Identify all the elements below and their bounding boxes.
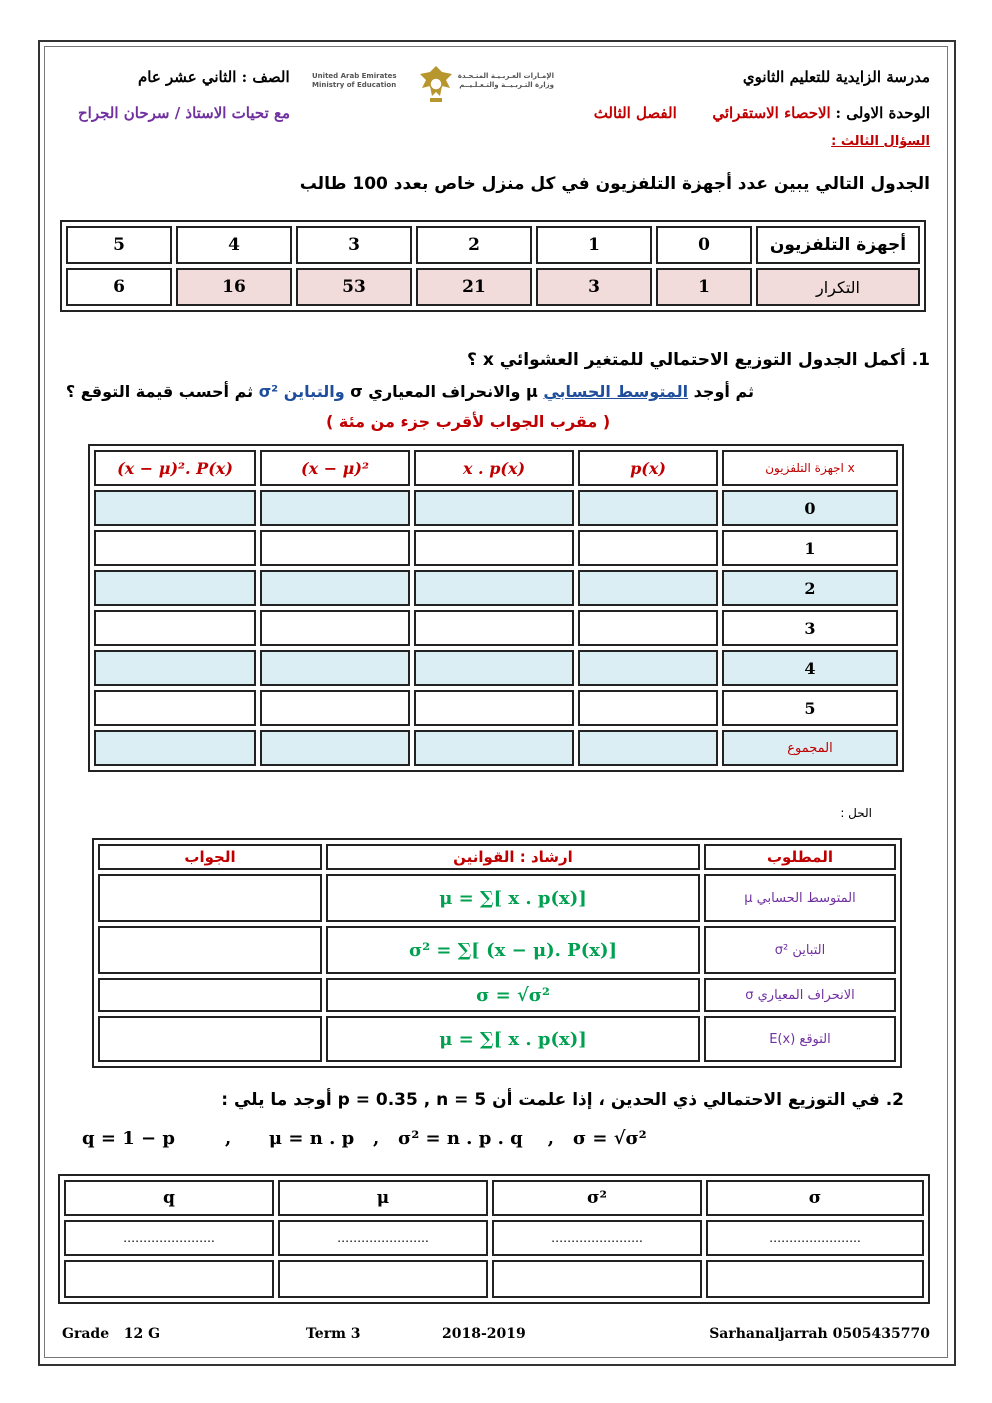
dist-header-row [94, 450, 898, 486]
tv-val-5: 5 [66, 226, 172, 264]
unit-label: الوحدة الاولى : [835, 104, 930, 122]
solution-label: الحل : [840, 806, 872, 820]
formula-row-variance [98, 926, 896, 974]
question-label: السؤال الثالث : [831, 134, 930, 149]
formula-row-std [98, 978, 896, 1012]
ministry-logo [312, 62, 564, 110]
footer-year: 2018-2019 [442, 1326, 526, 1342]
x-val-4: 4 [722, 650, 898, 686]
ministry-ar-2: وزارة التـربـيــة والتـعـلـيــم [459, 81, 554, 89]
binomial-table [58, 1174, 930, 1304]
binom-answer-var[interactable]: ………………….. [492, 1220, 702, 1256]
cell-t-3[interactable] [260, 730, 410, 766]
q2-line1: 2. في التوزيع الاحتمالي ذي الحدين ، إذا علمت أن p = 0.35 , n = 5 أوجد ما يلي : [221, 1090, 904, 1110]
x-val-1: 1 [722, 530, 898, 566]
cell-5-3[interactable] [260, 690, 410, 726]
x-val-2: 2 [722, 570, 898, 606]
binom-answer-mu[interactable]: ………………….. [278, 1220, 488, 1256]
freq-val-4: 16 [176, 268, 292, 306]
formula-table [92, 838, 902, 1068]
dist-header-4: (x − μ)². P(x) [94, 450, 256, 486]
unit-line [594, 104, 930, 122]
dist-row-total [94, 730, 898, 766]
freq-val-1: 3 [536, 268, 652, 306]
x-val-3: 3 [722, 610, 898, 646]
dist-header-2: x . p(x) [414, 450, 574, 486]
cell-4-2[interactable] [414, 650, 574, 686]
label-mean: المتوسط الحسابي μ [704, 874, 896, 922]
cell-4-3[interactable] [260, 650, 410, 686]
cell-2-3[interactable] [260, 570, 410, 606]
formula-row-expect [98, 1016, 896, 1062]
binom-extra-var[interactable] [492, 1260, 702, 1298]
q1-line2 [66, 382, 754, 401]
cell-0-3[interactable] [260, 490, 410, 526]
dist-row-4 [94, 650, 898, 686]
answer-variance[interactable] [98, 926, 322, 974]
binom-extra-std[interactable] [706, 1260, 924, 1298]
binom-extra-mu[interactable] [278, 1260, 488, 1298]
freq-val-2: 21 [416, 268, 532, 306]
freq-val-0: 1 [656, 268, 752, 306]
cell-2-4[interactable] [94, 570, 256, 606]
freq-val-3: 53 [296, 268, 412, 306]
answer-std[interactable] [98, 978, 322, 1012]
tv-val-0: 0 [656, 226, 752, 264]
formula-variance: σ² = ∑[ (x − μ). P(x)] [326, 926, 700, 974]
cell-3-4[interactable] [94, 610, 256, 646]
binom-header-mu: μ [278, 1180, 488, 1216]
binom-header-var: σ² [492, 1180, 702, 1216]
formula-std: σ = √σ² [326, 978, 700, 1012]
school-name: مدرسة الزايدية للتعليم الثانوي [742, 68, 930, 86]
x-val-0: 0 [722, 490, 898, 526]
cell-3-1[interactable] [578, 610, 718, 646]
cell-1-3[interactable] [260, 530, 410, 566]
label-variance: التباين σ² [704, 926, 896, 974]
cell-4-4[interactable] [94, 650, 256, 686]
q2-formulas: q = 1 − p , μ = n . p , σ² = n . p . q , σ = √σ² [82, 1128, 647, 1149]
required-header: المطلوب [704, 844, 896, 870]
ministry-en-2: Ministry of Education [312, 81, 397, 89]
unit-name: الاحصاء الاستقرائي [712, 104, 831, 122]
cell-1-2[interactable] [414, 530, 574, 566]
cell-3-2[interactable] [414, 610, 574, 646]
dist-header-1: p(x) [578, 450, 718, 486]
formula-row-mean [98, 874, 896, 922]
q1-variance: والتباين σ² [258, 382, 345, 401]
teacher-name: مع تحيات الاستاذ / سرحان الجراح [78, 104, 290, 122]
formula-expect: μ = ∑[ x . p(x)] [326, 1016, 700, 1062]
label-std: الانحراف المعياري σ [704, 978, 896, 1012]
freq-val-5: 6 [66, 268, 172, 306]
binom-answer-q[interactable]: ………………….. [64, 1220, 274, 1256]
tv-row [66, 226, 920, 264]
intro-text: الجدول التالي يبين عدد أجهزة التلفزيون في كل منزل خاص بعدد 100 طالب [299, 174, 930, 194]
tv-val-4: 4 [176, 226, 292, 264]
dist-header-3: (x − μ)² [260, 450, 410, 486]
cell-3-3[interactable] [260, 610, 410, 646]
cell-1-4[interactable] [94, 530, 256, 566]
distribution-table [88, 444, 904, 772]
binom-header-std: σ [706, 1180, 924, 1216]
q1-mean-link: المتوسط الحسابي [543, 382, 689, 401]
binom-header-q: q [64, 1180, 274, 1216]
tv-val-1: 1 [536, 226, 652, 264]
binom-header-row [64, 1180, 924, 1216]
dist-row-1 [94, 530, 898, 566]
q1-then-find: ثم أوجد [693, 382, 754, 401]
formula-mean: μ = ∑[ x . p(x)] [326, 874, 700, 922]
cell-5-1[interactable] [578, 690, 718, 726]
q1-expectation: ثم أحسب قيمة التوقع ؟ [65, 382, 254, 401]
cell-1-1[interactable] [578, 530, 718, 566]
q1-mu-sigma: μ والانحراف المعياري σ [350, 382, 538, 401]
term-name: الفصل الثالث [593, 104, 677, 122]
q1-rounding-note: ( مقرب الجواب لأقرب جزء من مئة ) [326, 412, 611, 431]
q1-line1: 1. أكمل الجدول التوزيع الاحتمالي للمتغير العشوائي x ؟ [467, 350, 930, 370]
ministry-en-1: United Arab Emirates [312, 72, 397, 80]
x-val-5: 5 [722, 690, 898, 726]
binom-extra-q[interactable] [64, 1260, 274, 1298]
tv-row-label: أجهزة التلفزيون [756, 226, 920, 264]
total-label: المجموع [722, 730, 898, 766]
label-expect: التوقع E(x) [704, 1016, 896, 1062]
cell-4-1[interactable] [578, 650, 718, 686]
cell-t-1[interactable] [578, 730, 718, 766]
tv-val-2: 2 [416, 226, 532, 264]
dist-row-0 [94, 490, 898, 526]
footer-grade: Grade 12 G [62, 1326, 161, 1342]
cell-t-2[interactable] [414, 730, 574, 766]
dist-header-0: x اجهزة التلفزيون [722, 450, 898, 486]
footer-term: Term 3 [306, 1326, 361, 1342]
answer-header: الجواب [98, 844, 322, 870]
laws-header: ارشاد : القوانين [326, 844, 700, 870]
cell-0-1[interactable] [578, 490, 718, 526]
cell-0-2[interactable] [414, 490, 574, 526]
binom-answer-std[interactable]: ………………….. [706, 1220, 924, 1256]
falcon-emblem-icon [416, 62, 456, 108]
dist-row-3 [94, 610, 898, 646]
answer-expect[interactable] [98, 1016, 322, 1062]
answer-mean[interactable] [98, 874, 322, 922]
cell-5-4[interactable] [94, 690, 256, 726]
freq-row-label: التكرار [756, 268, 920, 306]
cell-2-2[interactable] [414, 570, 574, 606]
binom-empty-row [64, 1260, 924, 1298]
tv-val-3: 3 [296, 226, 412, 264]
ministry-ar-1: الإمـارات العـربـيـة المتـحـدة [457, 72, 554, 80]
footer-author: Sarhanaljarrah 0505435770 [709, 1326, 930, 1342]
cell-2-1[interactable] [578, 570, 718, 606]
dist-row-2 [94, 570, 898, 606]
frequency-table [60, 220, 926, 312]
cell-t-4[interactable] [94, 730, 256, 766]
dist-row-5 [94, 690, 898, 726]
cell-0-4[interactable] [94, 490, 256, 526]
grade-label: الصف : الثاني عشر عام [138, 68, 290, 86]
freq-row [66, 268, 920, 306]
binom-dots-row [64, 1220, 924, 1256]
cell-5-2[interactable] [414, 690, 574, 726]
formula-header-row [98, 844, 896, 870]
